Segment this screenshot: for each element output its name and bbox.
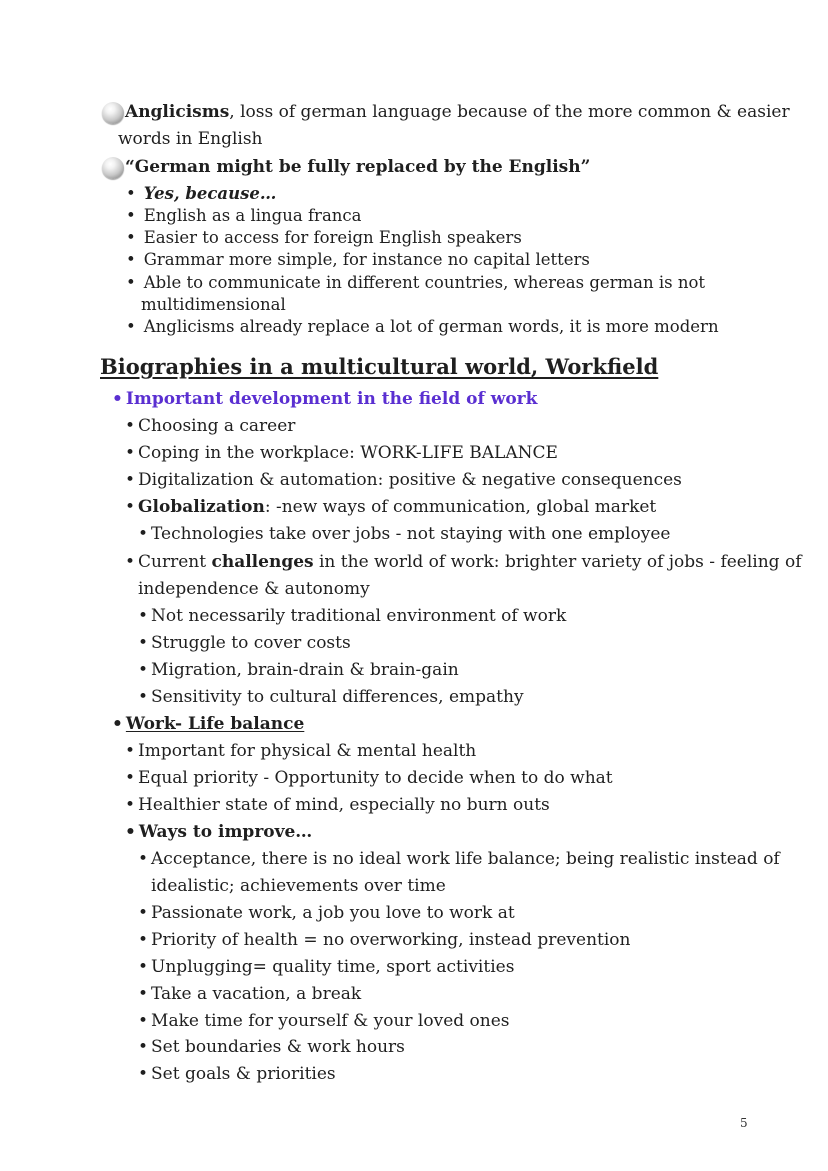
- bullet-dot-icon: •: [138, 930, 149, 950]
- bullet-dot-icon: •: [125, 822, 136, 842]
- list-item: • Priority of health = no overworking, instead prevention: [138, 930, 631, 950]
- list-item: • English as a lingua franca: [126, 206, 362, 225]
- list-item: • Current challenges in the world of work: brighter variety of jobs - feeling of: [125, 552, 802, 572]
- list-item: • Take a vacation, a break: [138, 984, 362, 1004]
- bullet-orb-icon: [102, 157, 124, 179]
- list-item: • Passionate work, a job you love to work at: [138, 903, 515, 923]
- subheading-work-life-balance: • Work- Life balance: [112, 714, 305, 734]
- list-item: • Acceptance, there is no ideal work life balance; being realistic instead of: [138, 849, 780, 869]
- list-item: • Technologies take over jobs - not staying with one employee: [138, 524, 671, 544]
- list-item: • Equal priority - Opportunity to decide when to do what: [125, 768, 613, 788]
- bullet-dot-icon: •: [138, 1037, 149, 1057]
- list-item: • Yes, because…: [126, 184, 277, 203]
- bullet-dot-icon: •: [125, 470, 136, 490]
- bullet-dot-icon: •: [125, 497, 136, 517]
- list-item: • Not necessarily traditional environment of work: [138, 606, 567, 626]
- list-item: • Set goals & priorities: [138, 1064, 336, 1084]
- list-item: • Coping in the workplace: WORK-LIFE BALANCE: [125, 443, 558, 463]
- german-question-title: “German might be fully replaced by the English”: [125, 157, 591, 177]
- bullet-dot-icon: •: [138, 903, 149, 923]
- bullet-dot-icon: •: [112, 714, 123, 734]
- list-item: • Globalization: -new ways of communication, global market: [125, 497, 657, 517]
- list-item: • Struggle to cover costs: [138, 633, 351, 653]
- page-number: 5: [740, 1116, 748, 1130]
- list-item: • Sensitivity to cultural differences, empathy: [138, 687, 524, 707]
- bullet-dot-icon: •: [138, 849, 149, 869]
- bullet-dot-icon: •: [125, 416, 136, 436]
- anglicisms-term: Anglicisms: [125, 102, 230, 122]
- list-item: • Make time for yourself & your loved ones: [138, 1011, 510, 1031]
- list-item: • Healthier state of mind, especially no burn outs: [125, 795, 550, 815]
- bullet-dot-icon: •: [138, 606, 149, 626]
- bullet-dot-icon: •: [126, 206, 136, 225]
- bullet-dot-icon: •: [125, 795, 136, 815]
- bullet-dot-icon: •: [126, 228, 136, 247]
- subheading-important-development: • Important development in the field of work: [112, 389, 538, 409]
- anglicisms-text: , loss of german language because of the more common & easier: [229, 102, 790, 122]
- bullet-dot-icon: •: [138, 1064, 149, 1084]
- anglicisms-line1: [125, 102, 790, 122]
- bullet-dot-icon: •: [138, 633, 149, 653]
- list-item-continuation: independence & autonomy: [138, 579, 370, 599]
- section-heading: Biographies in a multicultural world, Workfield: [100, 354, 659, 379]
- list-item: • Anglicisms already replace a lot of german words, it is more modern: [126, 317, 719, 336]
- bullet-dot-icon: •: [126, 250, 136, 269]
- list-item-continuation: multidimensional: [141, 295, 286, 314]
- bullet-dot-icon: •: [138, 524, 149, 544]
- bullet-dot-icon: •: [125, 741, 136, 761]
- bullet-dot-icon: •: [138, 1011, 149, 1031]
- subheading-ways-to-improve: • Ways to improve…: [125, 822, 313, 842]
- list-item: • Easier to access for foreign English speakers: [126, 228, 522, 247]
- list-item: • Unplugging= quality time, sport activities: [138, 957, 515, 977]
- list-item: • Set boundaries & work hours: [138, 1037, 405, 1057]
- list-item: • Important for physical & mental health: [125, 741, 477, 761]
- anglicisms-line2: words in English: [118, 129, 263, 149]
- bullet-dot-icon: •: [125, 768, 136, 788]
- list-item: • Digitalization & automation: positive & negative consequences: [125, 470, 682, 490]
- bullet-orb-icon: [102, 102, 124, 124]
- list-item: • Migration, brain-drain & brain-gain: [138, 660, 459, 680]
- list-item: • Grammar more simple, for instance no capital letters: [126, 250, 590, 269]
- bullet-dot-icon: •: [125, 443, 136, 463]
- list-item: • Choosing a career: [125, 416, 296, 436]
- bullet-dot-icon: •: [112, 389, 123, 409]
- bullet-dot-icon: •: [138, 687, 149, 707]
- list-item-continuation: idealistic; achievements over time: [151, 876, 446, 896]
- list-item: • Able to communicate in different countries, whereas german is not: [126, 273, 706, 292]
- bullet-dot-icon: •: [138, 660, 149, 680]
- bullet-dot-icon: •: [126, 184, 136, 203]
- bullet-dot-icon: •: [125, 552, 136, 572]
- bullet-dot-icon: •: [126, 317, 136, 336]
- bullet-dot-icon: •: [138, 957, 149, 977]
- bullet-dot-icon: •: [138, 984, 149, 1004]
- bullet-dot-icon: •: [126, 273, 136, 292]
